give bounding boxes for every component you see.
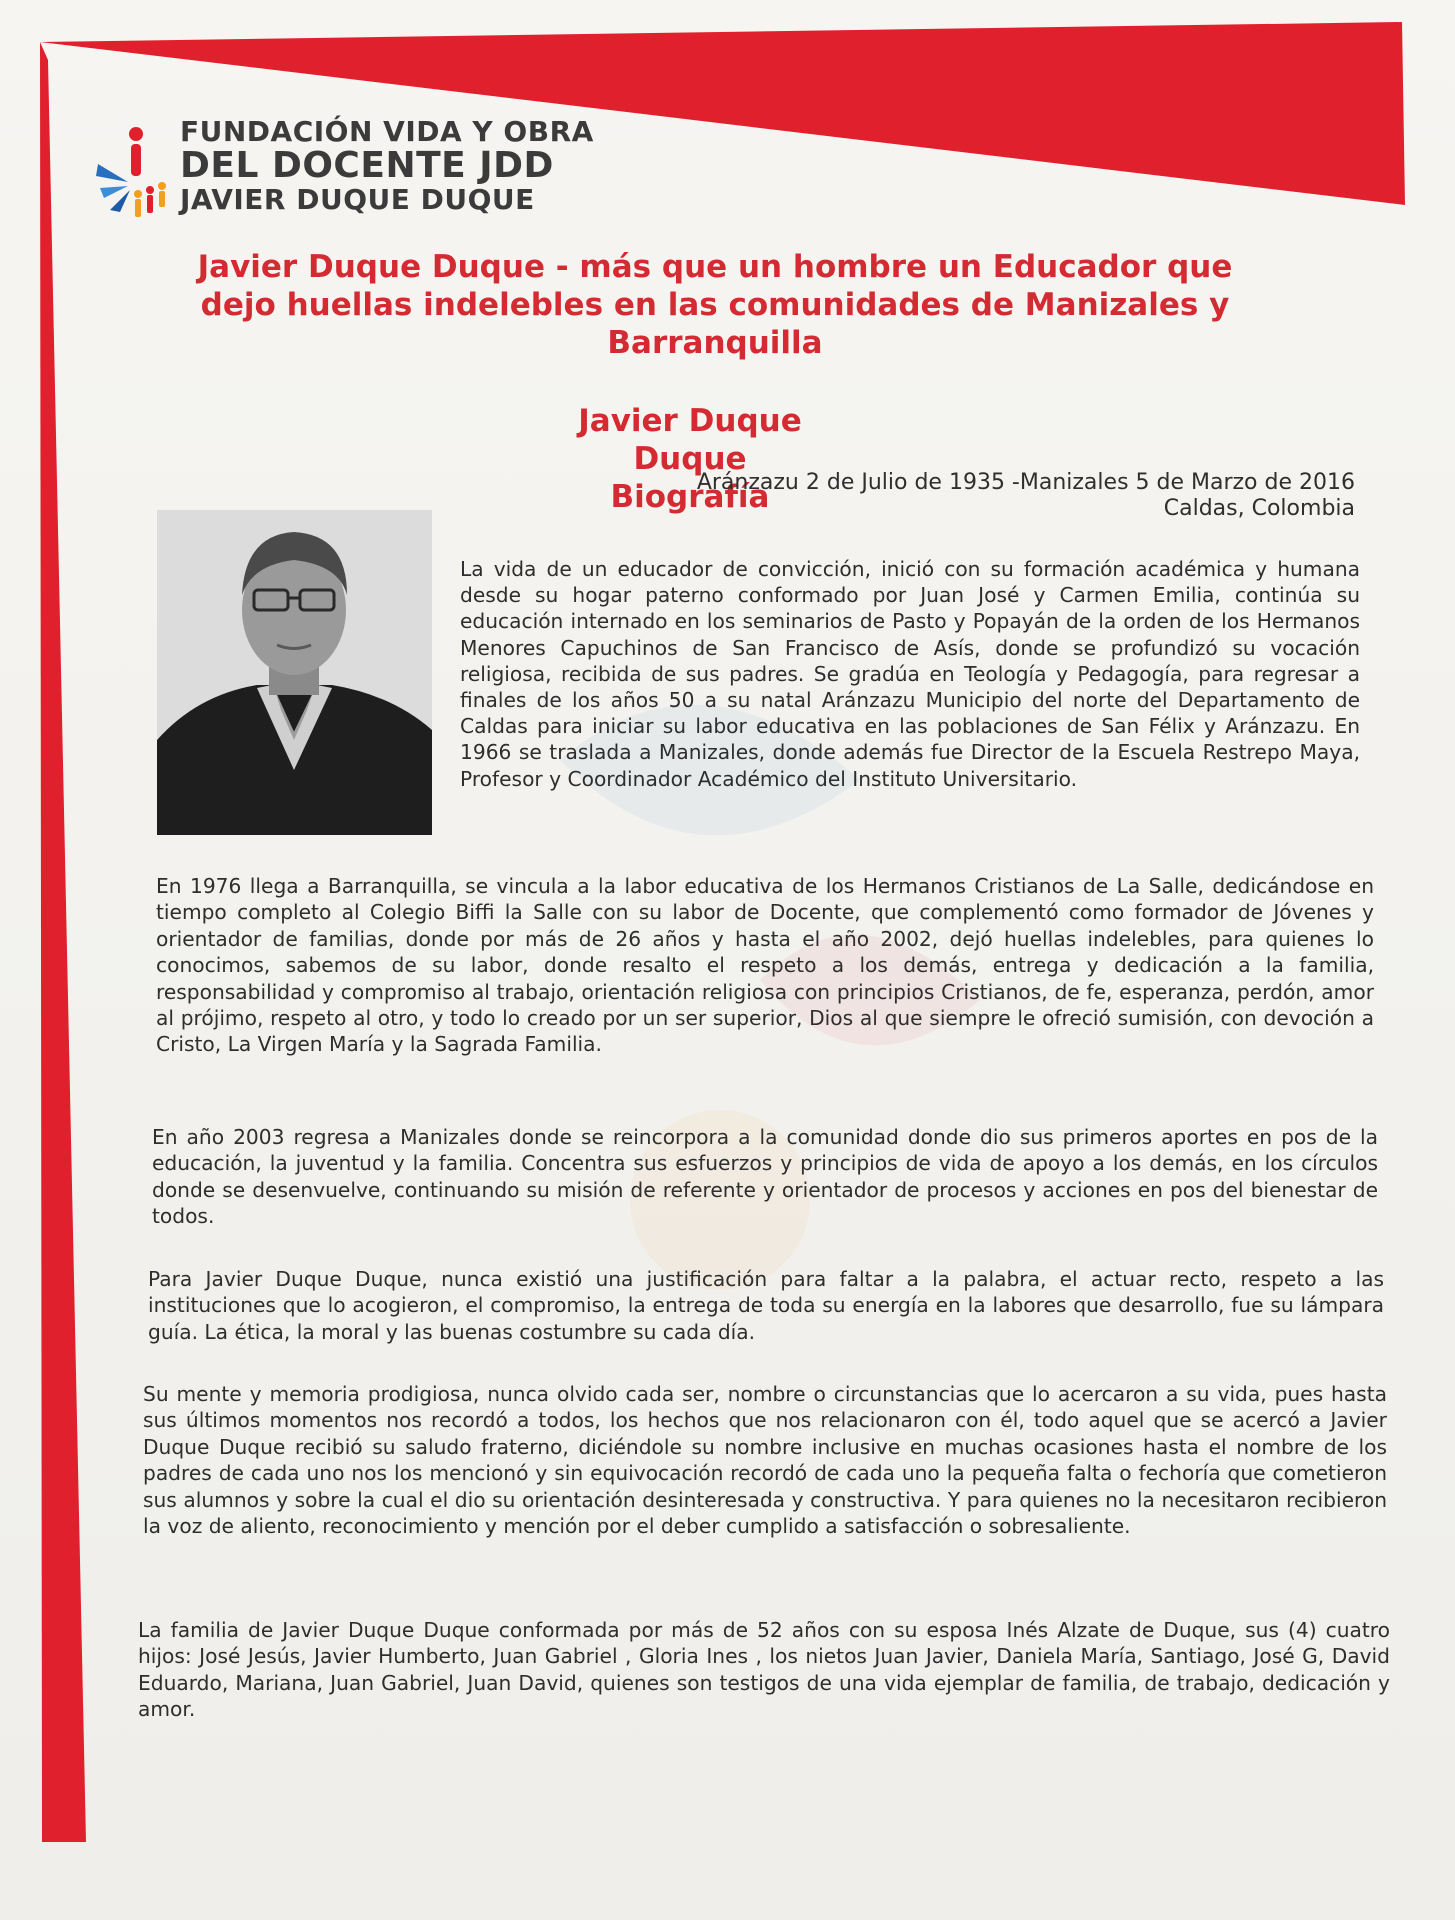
logo-line-2: DEL DOCENTE JDD [180,145,554,186]
logo-line-3: JAVIER DUQUE DUQUE [180,183,535,216]
logo-text [180,115,594,216]
paragraph-5: Su mente y memoria prodigiosa, nunca olvido cada ser, nombre o circunstancias que lo acercaron a su vida, pues hasta sus últimos momentos nos recordó a todos, los hechos que nos relacionaron con él, todo aquel que se acercó a Javier Duque Duque recibió su saludo fraterno, diciéndole su nombre inclusive en muchas ocasiones hasta el nombre de los padres de cada uno nos los mencionó y sin equivocación recordó de cada uno la pequeña falta o fechoría que cometieron sus alumnos y sobre la cual el dio su orientación desinteresada y constructiva. Y para quienes no la necesitaron recibieron la voz de aliento, reconocimiento y mención por el deber cumplido a satisfacción o sobresaliente. [143,1382,1387,1539]
life-dates [555,470,1355,522]
people-fan-logo-icon [92,124,172,224]
portrait-photo [157,510,432,835]
paragraph-4: Para Javier Duque Duque, nunca existió una justificación para faltar a la palabra, el actuar recto, respeto a las instituciones que lo acogieron, el compromiso, la entrega de toda su energía en la labores que desarrollo, fue su lámpara guía. La ética, la moral y las buenas costumbre su cada día. [148,1267,1384,1344]
document-headline: Javier Duque Duque - más que un hombre un Educador que dejo huellas indelebles en las comunidades de Manizales y Barranquilla [197,249,1233,361]
subject-name: Javier Duque Duque [578,403,802,477]
logo-line-1: FUNDACIÓN VIDA Y OBRA [180,115,594,148]
paragraph-6: La familia de Javier Duque Duque conformada por más de 52 años con su esposa Inés Alzate de Duque, sus (4) cuatro hijos: José Jesús, Javier Humberto, Juan Gabriel , Gloria Ines , los nietos Juan Javier, Daniela María, Santiago, José G, David Eduardo, Mariana, Juan Gabriel, Juan David, quienes son testigos de una vida ejemplar de familia, de trabajo, dedicación y amor. [138,1618,1390,1722]
foundation-logo [92,115,612,228]
paragraph-3: En año 2003 regresa a Manizales donde se reincorpora a la comunidad donde dio sus primeros aportes en pos de la educación, la juventud y la familia. Concentra sus esfuerzos y principios de vida de apoyo a los demás, en los círculos donde se desenvuelve, continuando su misión de referente y orientador de procesos y acciones en pos del bienestar de todos. [152,1125,1378,1229]
birth-death-line: Aránzazu 2 de Julio de 1935 -Manizales 5 de Marzo de 2016 [696,470,1355,495]
portrait-illustration [157,510,432,835]
location-line: Caldas, Colombia [1163,496,1355,521]
paragraph-2: En 1976 llega a Barranquilla, se vincula a la labor educativa de los Hermanos Cristianos de La Salle, dedicándose en tiempo completo al Colegio Biffi la Salle con su labor de Docente, que complementó como formador de Jóvenes y orientador de familias, donde por más de 26 años y hasta el año 2002, dejó huellas indelebles, para quienes lo conocimos, sabemos de su labor, donde resalto el respeto a los demás, entrega y dedicación a la familia, responsabilidad y compromiso al trabajo, orientación religiosa con principios Cristianos, de fe, esperanza, perdón, amor al prójimo, respeto al otro, y todo lo creado por un ser superior, Dios al que siempre le ofreció sumisión, con devoción a Cristo, La Virgen María y la Sagrada Familia. [156,874,1374,1057]
paragraph-1: La vida de un educador de convicción, inició con su formación académica y humana desde su hogar paterno conformado por Juan José y Carmen Emilia, continúa su educación internado en los seminarios de Pasto y Popayán de la orden de los Hermanos Menores Capuchinos de San Francisco de Asís, donde se profundizó su vocación religiosa, recibida de sus padres. Se gradúa en Teología y Pedagogía, para regresar a finales de los años 50 a su natal Aránzazu Municipio del norte del Departamento de Caldas para iniciar su labor educativa en las poblaciones de San Félix y Aránzazu. En 1966 se traslada a Manizales, donde además fue Director de la Escuela Restrepo Maya, Profesor y Coordinador Académico del Instituto Universitario. [460,557,1360,791]
biography-label: Biografía [610,479,770,515]
